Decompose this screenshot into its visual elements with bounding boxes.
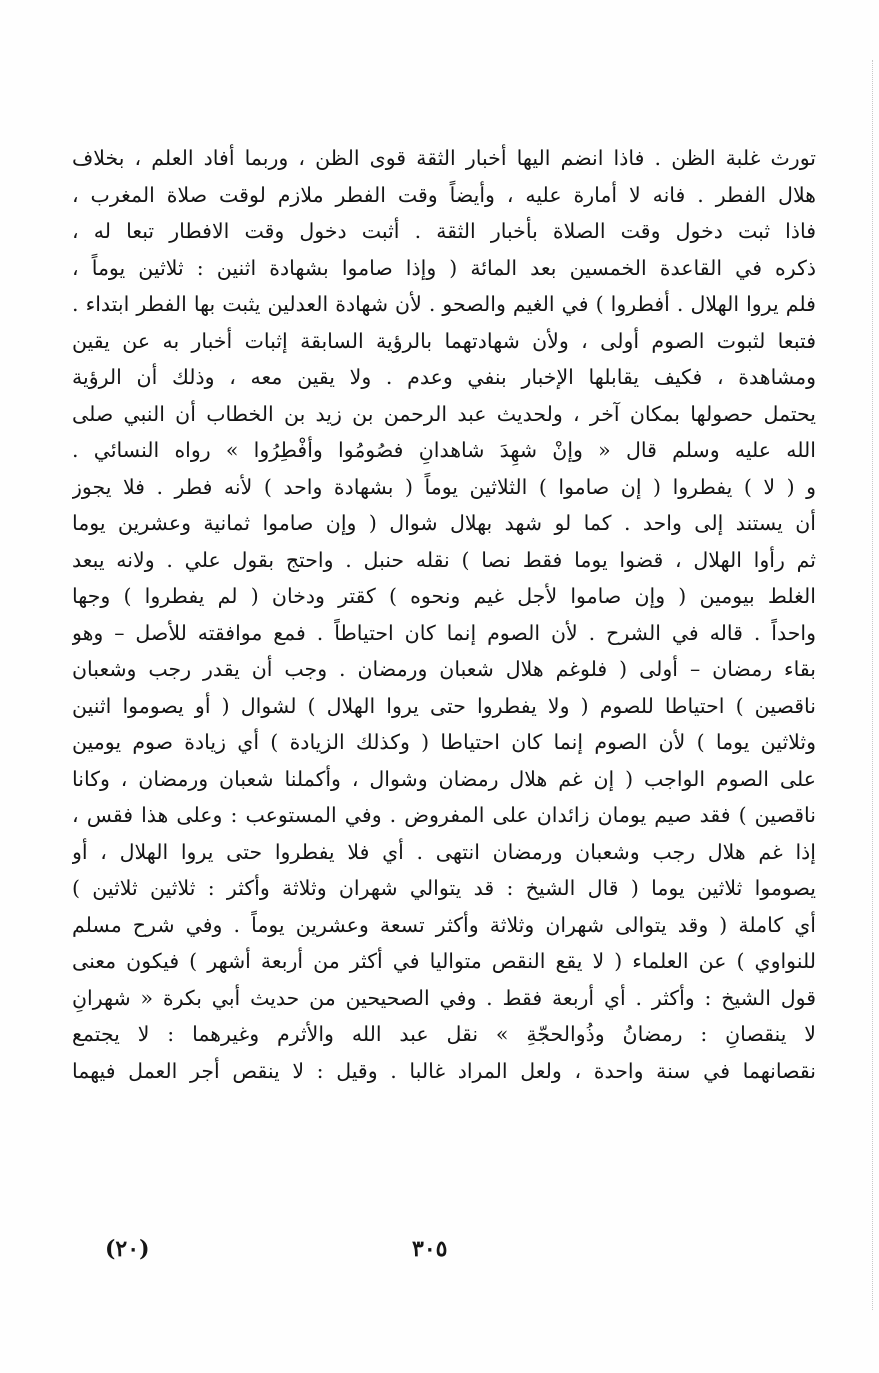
text-line: واحداً . قاله في الشرح . لأن الصوم إنما كان احتياطاً . فمع موافقته للأصل – وهو [72,620,816,645]
page-edge-shadow [870,60,873,1310]
text-line: إذا غم هلال رجب وشعبان ورمضان انتهى . أي فلا يفطروا حتى يروا الهلال ، أو [72,839,816,864]
text-line: أن يستند إلى واحد . كما لو شهد بهلال شوال ( وإن صاموا ثمانية وعشرين يوما [72,511,816,535]
text-line: تورث غلبة الظن . فاذا انضم اليها أخبار الثقة قوى الظن ، وربما أفاد العلم ، بخلاف [72,146,816,170]
text-line: يصوموا ثلاثين يوما ( قال الشيخ : قد يتوالي شهران وثلاثة وأكثر : ثلاثين ثلاثين ) [72,876,816,900]
text-line: ناقصين ) فقد صيم يومان زائدان على المفروض . وفي المستوعب : وعلى هذا فقس ، [72,803,816,827]
text-line: الله عليه وسلم قال « وإنْ شهِدَ شاهدانِ فصُومُوا وأفْطِرُوا » رواه النسائي . [72,438,816,462]
text-line: بقاء رمضان – أولى ( فلوغم هلال شعبان ورمضان . وجب أن يقدر رجب وشعبان [72,657,816,681]
text-line: فلم يروا الهلال . أفطروا ) في الغيم والصحو . لأن شهادة العدلين يثبت بها الفطر ابتداء . [72,292,816,316]
text-line: على الصوم الواجب ( إن غم هلال رمضان وشوال ، وأكملنا شعبان ورمضان ، وكانا [72,766,816,791]
text-line: هلال الفطر . فانه لا أمارة عليه ، وأيضاً وقت الفطر ملازم لوقت صلاة المغرب ، [72,182,816,207]
text-line: قول الشيخ : وأكثر . أي أربعة فقط . وفي الصحيحين من حديث أبي بكرة « شهرانِ [72,985,816,1010]
body-text [72,140,816,1089]
page-footer [0,1236,879,1276]
text-line: ومشاهدة ، فكيف يقابلها الإخبار بنفي وعدم . ولا يقين معه ، وذلك أن الرؤية [72,365,816,389]
text-line: الغلط بيومين ( وإن صاموا لأجل غيم ونحوه ) كقتر ودخان ( لم يفطروا ) وجها [72,584,816,608]
text-line: و ( لا ) يفطروا ( إن صاموا ) الثلاثين يوماً ( بشهادة واحد ) لأنه فطر . فلا يجوز [72,474,816,499]
text-line: يحتمل حصولها بمكان آخر ، ولحديث عبد الرحمن بن زيد بن الخطاب أن النبي صلى [72,401,816,426]
text-line: نقصانهما في سنة واحدة ، ولعل المراد غالبا . وقيل : لا ينقص أجر العمل فيهما [72,1058,816,1083]
text-line: لا ينقصانِ : رمضانُ وذُوالحجّةِ » نقل عبد الله والأثرم وغيرهما : لا يجتمع [72,1022,816,1046]
sheet-number: (٢٠) [105,1236,150,1262]
text-line: وثلاثين يوما ) لأن الصوم إنما كان احتياطا ( وكذلك الزيادة ) أي زيادة صوم يومين [72,730,816,754]
text-line: ثم رأوا الهلال ، قضوا يوما فقط نصا ) نقله حنبل . واحتج بقول علي . ولانه يبعد [72,547,816,572]
text-line: للنواوي ) عن العلماء ( لا يقع النقص متواليا في أكثر من أربعة أشهر ) فيكون معنى [72,949,816,973]
text-line: فاذا ثبت دخول وقت الصلاة بأخبار الثقة . أثبت دخول وقت الافطار تبعا له ، [72,219,816,243]
text-line: ناقصين ) احتياطا للصوم ( ولا يفطروا حتى يروا الهلال ) لشوال ( أو يصوموا اثنين [72,693,816,718]
text-line: ذكره في القاعدة الخمسين بعد المائة ( وإذا صاموا بشهادة اثنين : ثلاثين يوماً ، [72,255,816,280]
page-number: ٣٠٥ [412,1236,448,1262]
text-line: أي كاملة ( وقد يتوالى شهران وثلاثة وأكثر تسعة وعشرين يوماً . وفي شرح مسلم [72,912,816,937]
text-line: فتبعا لثبوت الصوم أولى ، ولأن شهادتهما بالرؤية السابقة إثبات أخبار به عن يقين [72,328,816,353]
